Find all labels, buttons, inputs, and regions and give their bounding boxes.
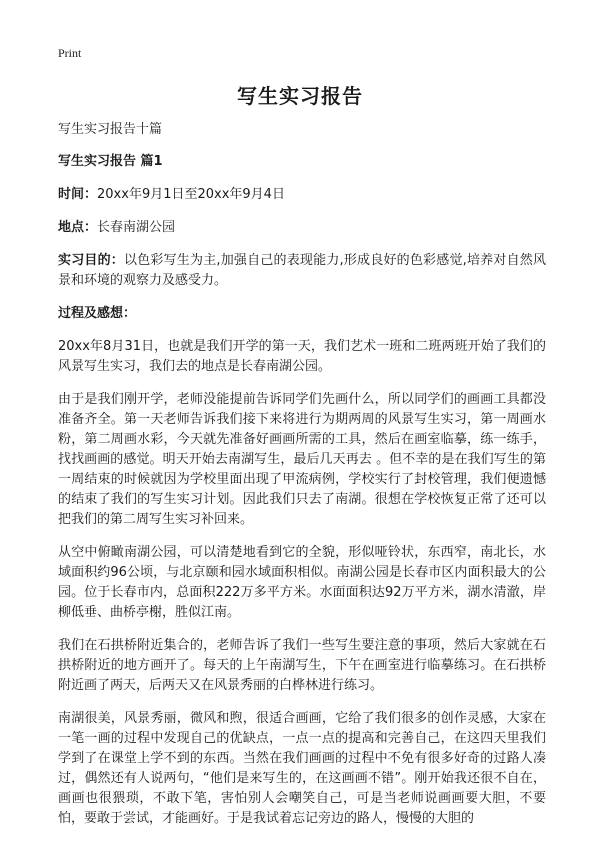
purpose-value: 以色彩写生为主,加强自己的表现能力,形成良好的色彩感觉,培养对自然风景和环境的观察力及感受力。 (58, 253, 546, 288)
time-value: 20xx年9月1日至20xx年9月4日 (97, 187, 285, 202)
document-subtitle: 写生实习报告十篇 (58, 122, 163, 137)
purpose-label: 实习目的： (58, 253, 124, 268)
paragraph: 从空中俯瞰南湖公园，可以清楚地看到它的全貌，形似哑铃状，东西窄，南北长，水域面积约96公顷，与北京颐和园水域面积相似。南湖公园是长春市区内面积最大的公园。位于长春市内，总面积222万多平方米。水面面积达92万平方米，湖水清澈，岸柳低垂、曲桥亭榭，胜似江南。 (58, 545, 546, 620)
paragraph: 我们在石拱桥附近集合的，老师告诉了我们一些写生要注意的事项，然后大家就在石拱桥附近的地方画开了。每天的上午南湖写生，下午在画室进行临摹练习。在石拱桥附近画了两天，后两天又在风景秀丽的白桦林进行练习。 (58, 638, 546, 693)
process-heading: 过程及感想： (58, 306, 137, 321)
place-line (58, 218, 546, 238)
paragraph: 南湖很美，风景秀丽，微风和煦，很适合画画，它给了我们很多的创作灵感，大家在一笔一画的过程中发现自己的优缺点，一点一点的提高和完善自己，在这四天里我们学到了在课堂上学不到的东西。当然在我们画画的过程中不免有很多好奇的过路人凑过，偶然还有人说两句，“他们是来写生的，在这画画不错”。刚开始我还很不自在，画画也很猥琐，不敢下笔，害怕别人会嘲笑自己，可是当老师说画画要大胆，不要怕，要敢于尝试，才能画好。于是我试着忘记旁边的路人，慢慢的大胆的 (58, 711, 546, 826)
place-value: 长春南湖公园 (97, 220, 176, 235)
paragraph: 由于是我们刚开学，老师没能提前告诉同学们先画什么，所以同学们的画画工具都没准备齐全。第一天老师告诉我们接下来将进行为期两周的风景写生实习，第一周画水粉，第二周画水彩，今天就先准备好画画所需的工具，然后在画室临摹，练一练手，找找画画的感觉。明天开始去南湖写生，最后几天再去 。但不幸的是在我们写生的第一周结束的时候就因为学校里面出现了甲流病例，学校实行了封校管理，我们便遗憾的结束了我们的写生实习计划。因此我们只去了南湖。很想在学校恢复正常了还可以把我们的第二周写生实习补回来。 (58, 392, 546, 527)
time-label: 时间： (58, 187, 98, 202)
page-title: 写生实习报告 (237, 84, 363, 108)
document-body (58, 120, 546, 842)
place-label: 地点： (58, 220, 98, 235)
paragraph: 20xx年8月31日，也就是我们开学的第一天，我们艺术一班和二班两班开始了我们的风景写生实习，我们去的地点是长春南湖公园。 (58, 339, 546, 374)
section-heading: 写生实习报告 篇1 (58, 154, 163, 169)
time-line (58, 185, 546, 205)
print-link[interactable]: Print (58, 46, 82, 60)
purpose-line (58, 251, 546, 291)
